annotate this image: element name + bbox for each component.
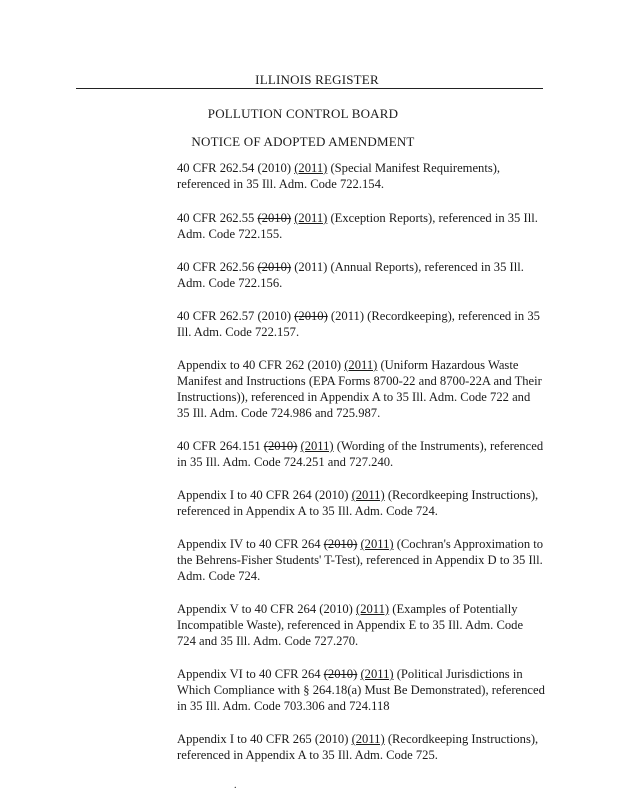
deleted-text: (2010) bbox=[323, 537, 358, 551]
register-title: ILLINOIS REGISTER bbox=[255, 72, 379, 87]
reference-text: (2011) (Recordkeeping), referenced in 35 Ill. Adm. Code 722.157. bbox=[177, 309, 540, 339]
reference-text: (Examples of Potentially Incompatible Waste), referenced in Appendix E to 35 Ill. Adm. Code 724 and 35 Ill. Adm. Code 727.270. bbox=[177, 602, 524, 648]
incorporated-reference bbox=[177, 308, 545, 340]
inserted-text: (2011) bbox=[360, 537, 394, 551]
incorporated-reference bbox=[177, 731, 545, 763]
incorporated-reference bbox=[177, 601, 545, 649]
inserted-text: (2011) bbox=[351, 488, 385, 502]
incorporated-reference bbox=[177, 160, 545, 192]
reference-text: Appendix I to 40 CFR 264 (2010) bbox=[177, 488, 352, 502]
reference-text: Appendix VI to 40 CFR 264 bbox=[177, 667, 324, 681]
reference-text: (Wording of the Instruments), referenced in 35 Ill. Adm. Code 724.251 and 727.240. bbox=[177, 439, 544, 469]
deleted-text: (2010) bbox=[257, 211, 292, 225]
reference-text: (Special Manifest Requirements), referenced in 35 Ill. Adm. Code 722.154. bbox=[177, 161, 501, 191]
reference-text: (Exception Reports), referenced in 35 Ill. Adm. Code 722.155. bbox=[177, 211, 538, 241]
incorporated-reference bbox=[177, 357, 545, 421]
inserted-text: (2011) bbox=[294, 211, 328, 225]
reference-text: (Recordkeeping Instructions), referenced in Appendix A to 35 Ill. Adm. Code 725. bbox=[177, 732, 539, 762]
inserted-text: (2011) bbox=[300, 439, 334, 453]
reference-text: 40 CFR 264.151 bbox=[177, 439, 264, 453]
deleted-text: (2010) bbox=[263, 439, 298, 453]
inserted-text: (2011) bbox=[360, 667, 394, 681]
incorporated-reference bbox=[177, 210, 545, 242]
reference-text: (Uniform Hazardous Waste Manifest and Instructions (EPA Forms 8700-22 and 8700-22A and Their Instructions)), referenced in Appendix A to 35 Ill. Adm. Code 722 and 35 Ill. Adm. Code 724.986 and 725.987. bbox=[177, 358, 542, 420]
reference-text: Appendix to 40 CFR 262 (2010) bbox=[177, 358, 345, 372]
reference-text: (Political Jurisdictions in Which Compliance with § 264.18(a) Must Be Demonstrated), referenced in 35 Ill. Adm. Code 703.306 and 724.118 bbox=[177, 667, 545, 713]
incorporated-reference bbox=[177, 487, 545, 519]
deleted-text: (2010) bbox=[294, 309, 328, 323]
incorporated-reference bbox=[177, 666, 545, 714]
incorporations-list bbox=[177, 160, 545, 780]
deleted-text: (2010) bbox=[323, 667, 358, 681]
footer-mark: . bbox=[234, 780, 237, 791]
reference-text: Appendix V to 40 CFR 264 (2010) bbox=[177, 602, 357, 616]
reference-text: (Recordkeeping Instructions), referenced in Appendix A to 35 Ill. Adm. Code 724. bbox=[177, 488, 539, 518]
reference-text: 40 CFR 262.55 bbox=[177, 211, 258, 225]
reference-text: 40 CFR 262.56 bbox=[177, 260, 258, 274]
deleted-text: (2010) bbox=[257, 260, 292, 274]
reference-text: (2011) (Annual Reports), referenced in 35 Ill. Adm. Code 722.156. bbox=[177, 260, 524, 290]
inserted-text: (2011) bbox=[344, 358, 378, 372]
header-rule bbox=[76, 88, 543, 89]
incorporated-reference bbox=[177, 259, 545, 291]
reference-text: 40 CFR 262.57 (2010) bbox=[177, 309, 295, 323]
reference-text: 40 CFR 262.54 (2010) bbox=[177, 161, 295, 175]
inserted-text: (2011) bbox=[294, 161, 328, 175]
reference-text: (Cochran's Approximation to the Behrens-Fisher Students' T-Test), referenced in Appendix D to 35 Ill. Adm. Code 724. bbox=[177, 537, 544, 583]
notice-title: NOTICE OF ADOPTED AMENDMENT bbox=[191, 134, 415, 149]
board-name: POLLUTION CONTROL BOARD bbox=[207, 106, 399, 121]
inserted-text: (2011) bbox=[351, 732, 385, 746]
incorporated-reference bbox=[177, 536, 545, 584]
inserted-text: (2011) bbox=[356, 602, 390, 616]
incorporated-reference bbox=[177, 438, 545, 470]
reference-text: Appendix IV to 40 CFR 264 bbox=[177, 537, 324, 551]
reference-text: Appendix I to 40 CFR 265 (2010) bbox=[177, 732, 352, 746]
